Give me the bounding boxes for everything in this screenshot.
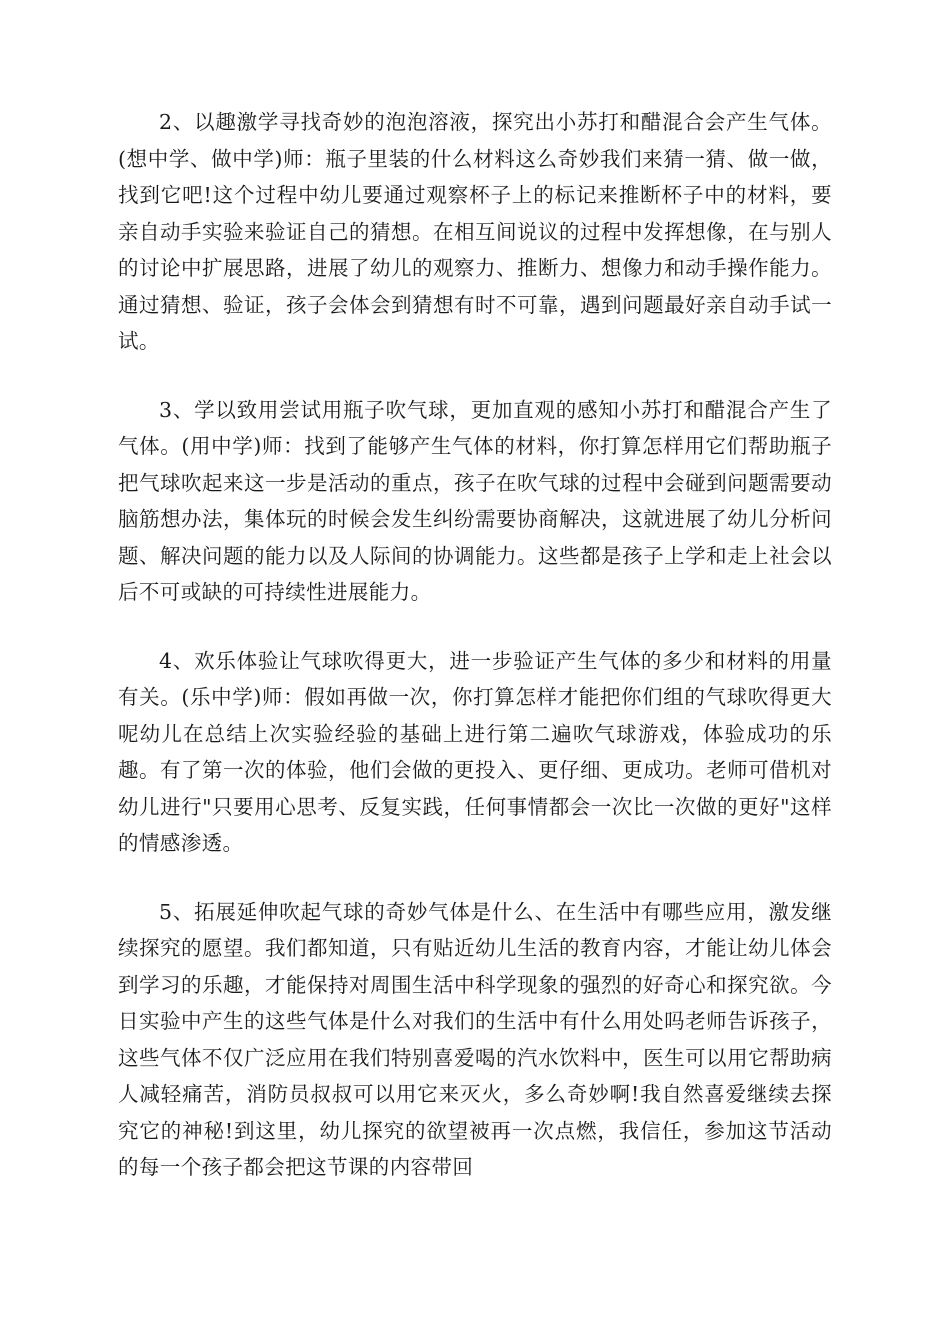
paragraph-5: 5、拓展延伸吹起气球的奇妙气体是什么、在生活中有哪些应用，激发继续探究的愿望。我们都知道，只有贴近幼儿生活的教育内容，才能让幼儿体会到学习的乐趣，才能保持对周围生活中科学现象的强烈的好奇心和探究欲。今日实验中产生的这些气体是什么对我们的生活中有什么用处吗老师告诉孩子，这些气体不仅广泛应用在我们特别喜爱喝的汽水饮料中，医生可以用它帮助病人减轻痛苦，消防员叔叔可以用它来灭火，多么奇妙啊!我自然喜爱继续去探究它的神秘!到这里，幼儿探究的欲望被再一次点燃，我信任，参加这节活动的每一个孩子都会把这节课的内容带回 [118,899,832,1179]
document-body [118,104,832,1218]
paragraph-3: 3、学以致用尝试用瓶子吹气球，更加直观的感知小苏打和醋混合产生了气体。(用中学)师：找到了能够产生气体的材料，你打算怎样用它们帮助瓶子把气球吹起来这一步是活动的重点，孩子在吹气球的过程中会碰到问题需要动脑筋想办法，集体玩的时候会发生纠纷需要协商解决，这就进展了幼儿分析问题、解决问题的能力以及人际间的协调能力。这些都是孩子上学和走上社会以后不可或缺的可持续性进展能力。 [118,397,832,604]
paragraph-2: 2、以趣激学寻找奇妙的泡泡溶液，探究出小苏打和醋混合会产生气体。(想中学、做中学)师：瓶子里装的什么材料这么奇妙我们来猜一猜、做一做，找到它吧!这个过程中幼儿要通过观察杯子上的标记来推断杯子中的材料，要亲自动手实验来验证自己的猜想。在相互间说议的过程中发挥想像，在与别人的讨论中扩展思路，进展了幼儿的观察力、推断力、想像力和动手操作能力。通过猜想、验证，孩子会体会到猜想有时不可靠，遇到问题最好亲自动手试一试。 [118,110,832,353]
paragraph-4: 4、欢乐体验让气球吹得更大，进一步验证产生气体的多少和材料的用量有关。(乐中学)师：假如再做一次，你打算怎样才能把你们组的气球吹得更大呢幼儿在总结上次实验经验的基础上进行第二遍吹气球游戏，体验成功的乐趣。有了第一次的体验，他们会做的更投入、更仔细、更成功。老师可借机对幼儿进行"只要用心思考、反复实践，任何事情都会一次比一次做的更好"这样的情感渗透。 [118,648,832,855]
